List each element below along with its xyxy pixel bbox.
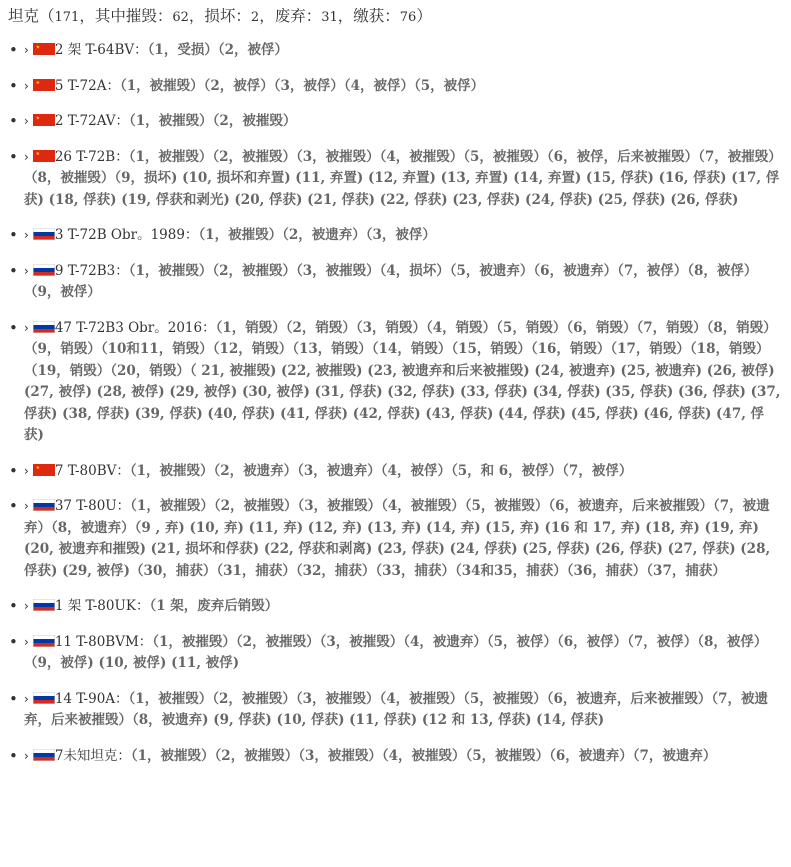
flag-icon bbox=[33, 150, 55, 162]
item-detail: （1，被摧毁）（2，被摧毁） bbox=[129, 113, 297, 129]
item-title: 9 T-72B3： bbox=[54, 262, 129, 279]
heading-close: ） bbox=[416, 8, 432, 25]
item-title: 47 T-72B3 Obr。2016： bbox=[54, 319, 216, 336]
tank-list bbox=[8, 40, 783, 767]
flag-icon bbox=[33, 321, 55, 333]
item-detail: （1，被摧毁）（2，被摧毁）（3，被摧毁）（4，被遗弃）（5，被俘）（6，被俘）（7，被俘）（8，被俘）（9，被俘) (10, 被俘) (11, 被俘) bbox=[24, 633, 768, 671]
flag-icon bbox=[33, 749, 55, 761]
abandoned-count: 31 bbox=[321, 10, 338, 25]
item-detail: （1，被摧毁）（2，被摧毁）（3，被摧毁）（4，被摧毁）（5，被摧毁）（6，被遗弃）（7，被遗弃） bbox=[130, 747, 717, 764]
list-item bbox=[8, 461, 783, 483]
item-detail: （1，被摧毁）（2，被摧毁）（3，被摧毁）（4，被摧毁）（5，被摧毁）（6，被遗弃，后来被摧毁）（7，被遗弃）（8，被遗弃）（9 , 弃) (10, 弃) (11, 弃) (12, 弃) (13, 弃) (14, 弃) (15, 弃) (16 和 17, 弃) (18, 弃) (19, 弃) (20, 被遗弃和摧毁) (21, 损坏和俘获) (22, 俘获和剥离) (23, 俘获) (24, 俘获) (25, 俘获) (26, 俘获) (27, 俘获) (28, 俘获) (29, 被俘)（30，捕获）（31，捕获）（32，捕获）（33，捕获）（34和35，捕获）（36，捕获）（37，捕获） bbox=[24, 498, 771, 579]
item-title: 7未知坦克： bbox=[54, 747, 131, 764]
flag-icon bbox=[33, 43, 55, 55]
chevron-right-icon: › bbox=[24, 114, 29, 128]
item-title: 2 架 T-64BV： bbox=[54, 42, 148, 58]
item-title: 5 T-72A： bbox=[54, 77, 120, 94]
item-detail: （1 架，废弃后销毁） bbox=[149, 598, 279, 614]
list-item bbox=[8, 225, 783, 247]
flag-icon bbox=[33, 228, 55, 240]
flag-icon bbox=[33, 635, 55, 647]
list-item bbox=[8, 746, 783, 768]
item-title: 11 T-80BVM： bbox=[54, 633, 153, 650]
chevron-right-icon: › bbox=[24, 748, 29, 763]
total-count: 171 bbox=[54, 10, 80, 25]
chevron-right-icon: › bbox=[24, 691, 29, 706]
chevron-right-icon: › bbox=[24, 320, 29, 335]
item-title: 37 T-80U： bbox=[54, 498, 131, 514]
item-title: 1 架 T-80UK： bbox=[54, 598, 150, 614]
item-detail: （1，被摧毁）（2，被俘）（3，被俘）（4，被俘）（5，被俘） bbox=[119, 77, 485, 94]
item-detail: （1，被摧毁）（2，被摧毁）（3，被摧毁）（4，损坏）（5，被遗弃）（6，被遗弃）（7，被俘）（8，被俘）（9，被俘） bbox=[24, 262, 758, 300]
flag-icon bbox=[33, 599, 55, 611]
list-item bbox=[8, 496, 783, 582]
item-title: 26 T-72B： bbox=[54, 148, 129, 165]
heading-destroyed-label: ，其中摧毁： bbox=[79, 8, 173, 25]
list-item bbox=[8, 40, 783, 62]
list-item bbox=[8, 596, 783, 618]
destroyed-count: 62 bbox=[172, 10, 189, 25]
heading-abandoned-label: ，废弃： bbox=[259, 8, 322, 25]
page-heading bbox=[8, 4, 783, 26]
item-detail: （1，受损）（2，被俘） bbox=[147, 42, 288, 58]
list-item bbox=[8, 689, 783, 732]
list-item bbox=[8, 261, 783, 304]
heading-label: 坦克（ bbox=[8, 8, 55, 25]
chevron-right-icon: › bbox=[24, 499, 29, 513]
chevron-right-icon: › bbox=[24, 78, 29, 93]
heading-captured-label: ，缴获： bbox=[337, 8, 400, 25]
chevron-right-icon: › bbox=[24, 43, 29, 57]
item-title: 3 T-72B Obr。1989： bbox=[54, 227, 199, 243]
list-item bbox=[8, 318, 783, 447]
list-item bbox=[8, 76, 783, 98]
chevron-right-icon: › bbox=[24, 149, 29, 164]
heading-damaged-label: ，损坏： bbox=[188, 8, 251, 25]
list-item bbox=[8, 147, 783, 212]
chevron-right-icon: › bbox=[24, 634, 29, 649]
item-detail: （1，被摧毁）（2，被遗弃）（3，被遗弃）（4，被俘）（5，和 6，被俘）（7，被俘） bbox=[129, 462, 633, 479]
item-detail: （1，销毁）（2，销毁）（3，销毁）（4，销毁）（5，销毁）（6，销毁）（7，销毁）（8，销毁）（9，销毁）（10和11，销毁）（12，销毁）（13，销毁）（14，销毁）（15，销毁）（16，销毁）（17，销毁）（18，销毁）（19，销毁）（20，销毁）（ 21, 被摧毁) (22, 被摧毁) (23, 被遗弃和后来被摧毁) (24, 被遗弃) (25, 被遗弃) (26, 被俘) (27, 被俘) (28, 被俘) (29, 被俘) (30, 被俘) (31, 俘获) (32, 俘获) (33, 俘获) (34, 俘获) (35, 俘获) (36, 俘获) (37, 俘获) (38, 俘获) (39, 俘获) (40, 俘获) (41, 俘获) (42, 俘获) (43, 俘获) (44, 俘获) (45, 俘获) (46, 俘获) (47, 俘获) bbox=[24, 319, 781, 443]
flag-icon bbox=[33, 79, 55, 91]
item-detail: （1，被摧毁）（2，被摧毁）（3，被摧毁）（4，被摧毁）（5，被摧毁）（6，被遗弃，后来被摧毁）（7，被遗弃，后来被摧毁）（8，被遗弃) (9, 俘获) (10, 俘获) (11, 俘获) (12 和 13, 俘获) (14, 俘获) bbox=[24, 690, 769, 728]
flag-icon bbox=[33, 264, 55, 276]
item-title: 7 T-80BV： bbox=[54, 462, 130, 479]
captured-count: 76 bbox=[399, 10, 417, 25]
flag-icon bbox=[33, 692, 55, 704]
item-title: 14 T-90A： bbox=[54, 690, 129, 707]
chevron-right-icon: › bbox=[24, 228, 29, 242]
chevron-right-icon: › bbox=[24, 463, 29, 478]
flag-icon bbox=[33, 114, 55, 126]
flag-icon bbox=[33, 464, 55, 476]
item-detail: （1，被摧毁）（2，被遗弃）（3，被俘） bbox=[198, 227, 436, 243]
flag-icon bbox=[33, 499, 55, 511]
damaged-count: 2 bbox=[250, 10, 260, 25]
item-title: 2 T-72AV： bbox=[54, 113, 130, 129]
list-item bbox=[8, 111, 783, 133]
chevron-right-icon: › bbox=[24, 599, 29, 613]
item-detail: （1，被摧毁）（2，被摧毁）（3，被摧毁）（4，被摧毁）（5，被摧毁）（6，被俘，后来被摧毁）（7，被摧毁）（8，被摧毁）（9，损坏) (10, 损坏和弃置) (11, 弃置) (12, 弃置) (13, 弃置) (14, 弃置) (15, 俘获) (16, 俘获) (17, 俘获) (18, 俘获) (19, 俘获和剥光) (20, 俘获) (21, 俘获) (22, 俘获) (23, 俘获) (24, 俘获) (25, 俘获) (26, 俘获) bbox=[24, 148, 782, 208]
list-item bbox=[8, 632, 783, 675]
chevron-right-icon: › bbox=[24, 263, 29, 278]
